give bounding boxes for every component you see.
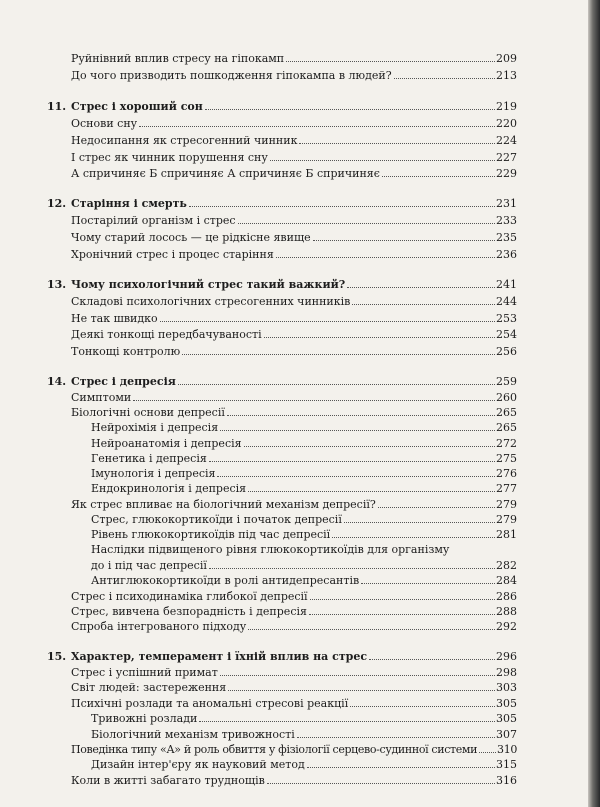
toc-entry[interactable]: Стрес і психодинаміка глибокої депресії 286 [71,590,517,603]
toc-entry[interactable]: Основи сну 220 [71,117,517,130]
toc-entry[interactable]: Чому старий лосось — це рідкісне явище 235 [71,231,517,244]
toc-entry[interactable]: Імунологія і депресія 276 [91,467,517,480]
toc-entry[interactable]: До чого призводить пошкодження гіпокампа в людей? 213 [71,69,517,82]
toc-entry[interactable]: Тонкощі контролю 256 [71,345,517,358]
toc-entry[interactable]: Як стрес впливає на біологічний механізм депресії? 279 [71,498,517,511]
toc-entry[interactable]: Біологічний механізм тривожності 307 [91,728,517,741]
toc-entry[interactable]: І стрес як чинник порушення сну 227 [71,151,517,164]
toc-entry[interactable]: Нейроанатомія і депресія 272 [91,437,517,450]
toc-entry[interactable]: Дизайн інтер'єру як науковий метод 315 [91,758,517,771]
toc-entry[interactable]: Стрес, вивчена безпорадність і депресія 288 [71,605,517,618]
toc-entry[interactable]: Світ людей: застереження 303 [71,681,517,694]
toc-entry[interactable]: Складові психологічних стресогенних чинників 244 [71,295,517,308]
toc-entry[interactable]: А спричиняє Б спричиняє А спричиняє Б спричиняє 229 [71,167,517,180]
toc-entry[interactable]: Хронічний стрес і процес старіння 236 [71,248,517,261]
toc-chapter-15[interactable]: 15. Характер, темперамент і їхній вплив на стрес 296 [47,650,517,663]
toc-entry[interactable]: до і під час депресії 282 [91,559,517,572]
toc-entry[interactable]: Психічні розлади та аномальні стресові реакції 305 [71,697,517,710]
toc-entry[interactable]: Поведінка типу «А» й роль обвиття у фізіології серцево-судинної системи 310 [71,743,517,756]
toc-entry[interactable]: Антиглюкокортикоїди в ролі антидепресантів 284 [91,574,517,587]
toc-chapter-11[interactable]: 11. Стрес і хороший сон 219 [47,100,517,113]
toc-chapter-13[interactable]: 13. Чому психологічний стрес такий важкий? 241 [47,278,517,291]
toc-entry[interactable]: Спроба інтегрованого підходу 292 [71,620,517,633]
toc-entry[interactable]: Симптоми 260 [71,391,517,404]
toc-entry[interactable]: Генетика і депресія 275 [91,452,517,465]
toc-entry[interactable]: Руйнівний вплив стресу на гіпокамп 209 [71,52,517,65]
toc-entry[interactable]: Коли в житті забагато труднощів 316 [71,774,517,787]
toc-entry[interactable]: Не так швидко 253 [71,312,517,325]
toc-entry[interactable]: Ендокринологія і депресія 277 [91,482,517,495]
toc-entry-first-line[interactable]: Наслідки підвищеного рівня глюкокортикоїдів для організму [91,543,450,556]
toc-entry[interactable]: Стрес, глюкокортикоїди і початок депресії 279 [91,513,517,526]
toc-chapter-12[interactable]: 12. Старіння і смерть 231 [47,197,517,210]
page-edge-shadow [588,0,600,807]
toc-entry[interactable]: Тривожні розлади 305 [91,712,517,725]
toc-entry[interactable]: Стрес і успішний примат 298 [71,666,517,679]
toc-entry[interactable]: Постарілий організм і стрес 233 [71,214,517,227]
toc-entry[interactable]: Деякі тонкощі передбачуваності 254 [71,328,517,341]
toc-entry[interactable]: Біологічні основи депресії 265 [71,406,517,419]
toc-entry[interactable]: Недосипання як стресогенний чинник 224 [71,134,517,147]
toc-chapter-14[interactable]: 14. Стрес і депресія 259 [47,375,517,388]
toc-entry[interactable]: Нейрохімія і депресія 265 [91,421,517,434]
toc-entry[interactable]: Рівень глюкокортикоїдів під час депресії 281 [91,528,517,541]
